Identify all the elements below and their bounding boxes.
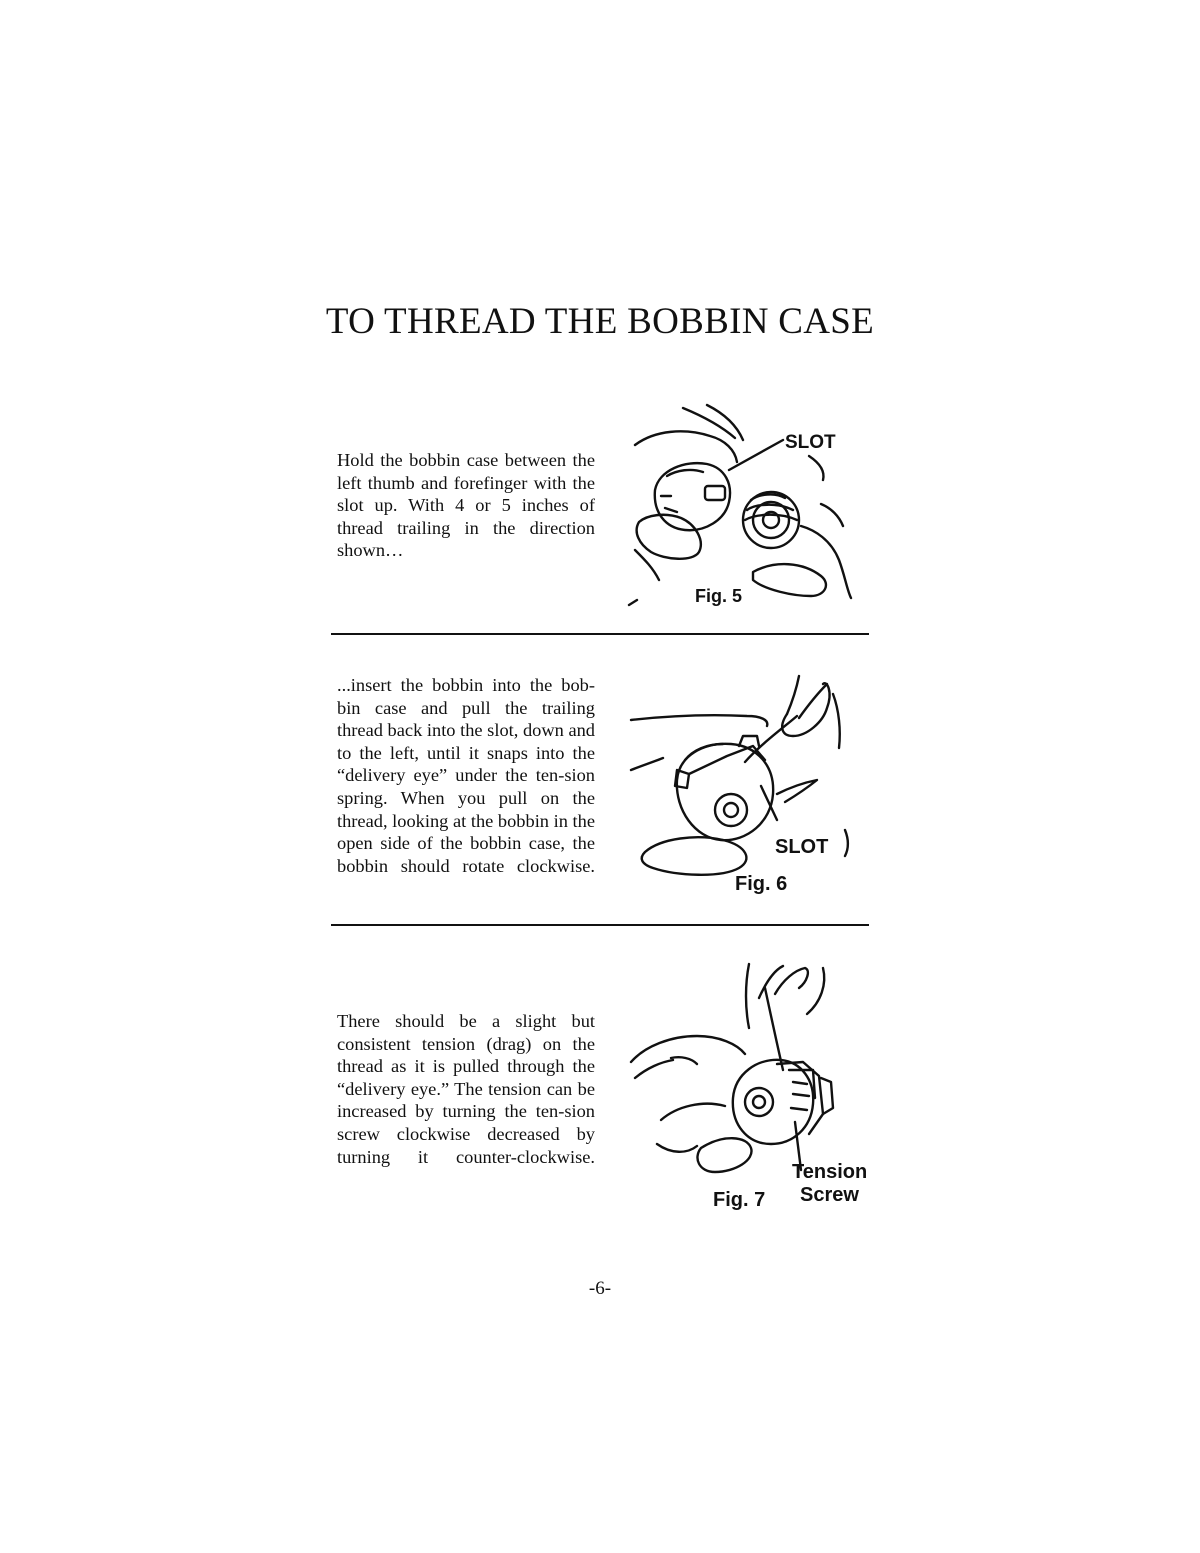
page-number: -6-	[588, 1278, 612, 1299]
section-divider	[331, 633, 869, 635]
section-2-text: ...insert the bobbin into the bob-bin case and pull the trailing thread back into the slot, down and to the left, until it snaps into the “delivery eye” under the ten-sion spring. When you pull on the thread, looking at the bobbin in the open side of the bobbin case, the bobbin should rotate clockwise.	[337, 675, 595, 876]
tension-label: Tension	[792, 1161, 868, 1183]
figure-7-caption: Fig. 7	[713, 1189, 766, 1211]
figure-5	[625, 400, 865, 615]
figure-6	[627, 670, 862, 900]
section-divider	[331, 924, 869, 926]
tension-screw-illustration	[627, 958, 872, 1213]
screw-label: Screw	[800, 1184, 859, 1206]
slot-label: SLOT	[775, 836, 829, 858]
figure-7	[627, 958, 872, 1213]
bobbin-case-hand-illustration	[625, 400, 865, 615]
section-3-text: There should be a slight but consistent tension (drag) on the thread as it is pulled through the “delivery eye.” The tension can be increased by turning the ten-sion screw clockwise decreased by turning it counter-clockwise.	[337, 1011, 595, 1167]
section-1-text: Hold the bobbin case between the left thumb and forefinger with the slot up. With 4 or 5 inches of thread trailing in the direction shown…	[337, 450, 595, 561]
figure-5-caption: Fig. 5	[695, 586, 743, 606]
slot-label: SLOT	[785, 432, 836, 453]
thread-insertion-illustration	[627, 670, 862, 900]
page-title: TO THREAD THE BOBBIN CASE	[325, 301, 875, 342]
figure-6-caption: Fig. 6	[735, 873, 788, 895]
